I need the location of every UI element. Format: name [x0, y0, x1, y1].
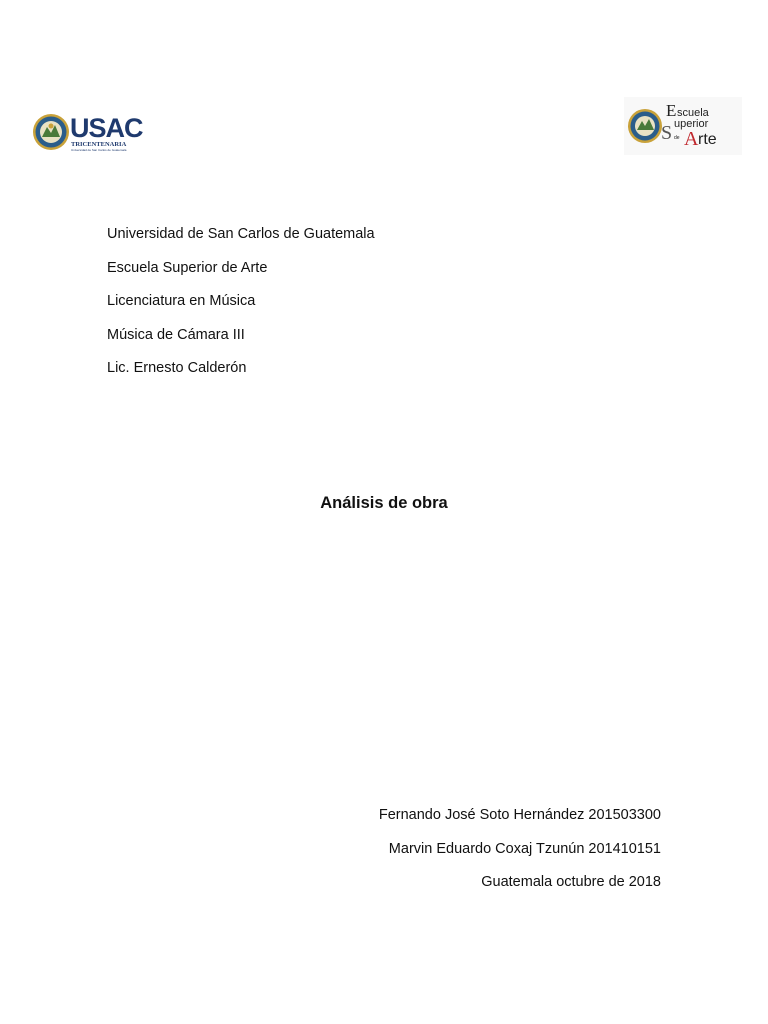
usac-subtitle: TRICENTENARIA	[71, 141, 127, 148]
esa-initial-e: E	[666, 101, 677, 120]
esa-line-de: de	[674, 135, 680, 141]
esa-line-arte: rte	[698, 131, 717, 148]
usac-logo	[32, 110, 146, 154]
school-name: Escuela Superior de Arte	[107, 259, 268, 276]
place-date: Guatemala octubre de 2018	[481, 874, 661, 890]
esa-initial-s: S	[661, 122, 673, 144]
professor-name: Lic. Ernesto Calderón	[107, 360, 247, 376]
esa-line-superior: uperior	[674, 118, 709, 130]
escuela-superior-de-arte-logo	[624, 97, 742, 155]
author-line: Marvin Eduardo Coxaj Tzunún 201410151	[388, 840, 661, 857]
course-name: Música de Cámara III	[107, 326, 245, 343]
author-line: Fernando José Soto Hernández 201503300	[378, 807, 661, 823]
authors-block	[379, 805, 661, 906]
esa-initial-a: A	[684, 128, 699, 150]
university-name: Universidad de San Carlos de Guatemala	[107, 226, 375, 242]
esa-line-escuela: scuela	[677, 107, 709, 119]
usac-seal-icon	[33, 114, 69, 150]
institution-block	[107, 224, 375, 392]
usac-wordmark: USAC	[70, 113, 143, 143]
usac-tagline: Universidad de San Carlos de Guatemala	[71, 148, 127, 152]
program-name: Licenciatura en Música	[107, 293, 256, 309]
esa-seal-icon	[628, 109, 662, 143]
document-title: Análisis de obra	[320, 494, 448, 512]
